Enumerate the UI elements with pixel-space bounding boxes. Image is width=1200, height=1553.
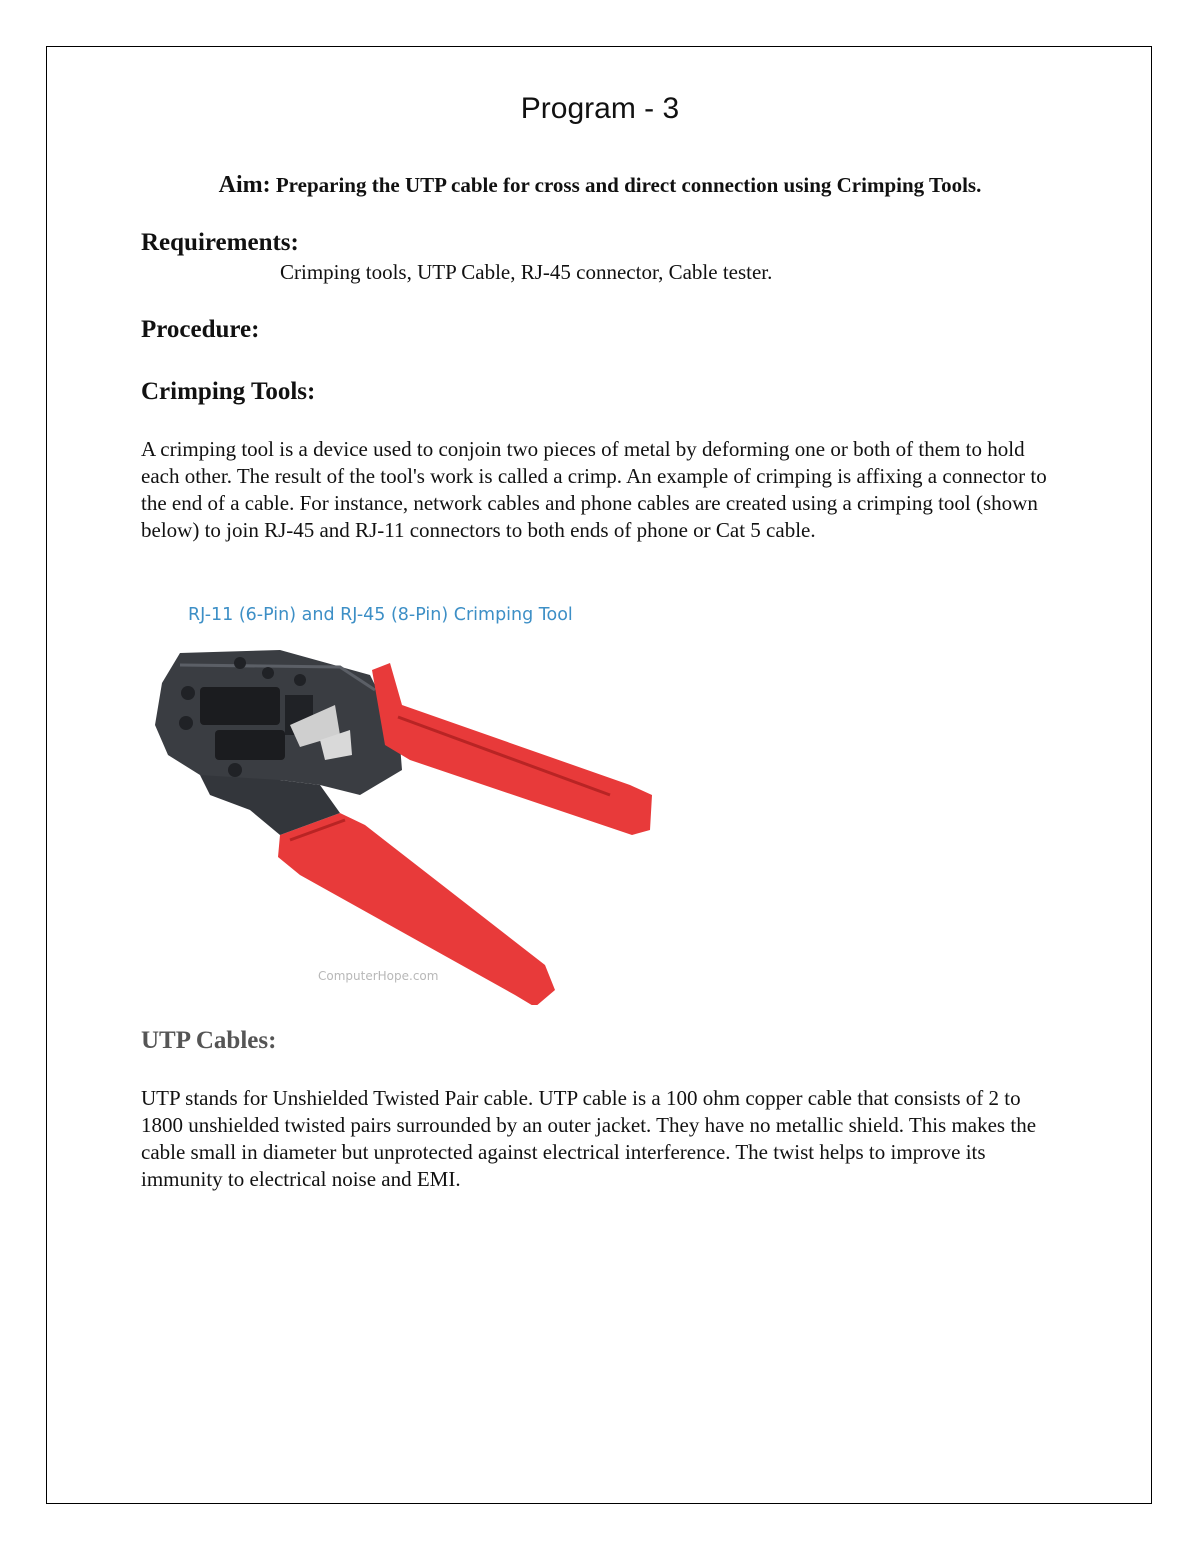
figure-caption: RJ-11 (6-Pin) and RJ-45 (8-Pin) Crimping Tool [188,605,573,625]
aim-text: Preparing the UTP cable for cross and direct connection using Crimping Tools. [275,173,982,197]
procedure-heading: Procedure: [141,316,260,343]
requirements-text: Crimping tools, UTP Cable, RJ-45 connector, Cable tester. [280,260,773,284]
page-title: Program - 3 [520,92,680,125]
figure-watermark: ComputerHope.com [318,969,439,983]
requirements-heading: Requirements: [141,229,299,256]
crimping-tools-paragraph: A crimping tool is a device used to conjoin two pieces of metal by deforming one or both of them to hold each other. The result of the tool's work is called a crimp. An example of crimping is affixing a connector to the end of a cable. For instance, network cables and phone cables are created using a crimping tool (shown below) to join RJ-45 and RJ-11 connectors to both ends of phone or Cat 5 cable. [141,437,1047,542]
aim-line [0,172,1200,199]
crimping-tools-heading: Crimping Tools: [141,378,316,405]
crimping-tool-image [140,635,680,1005]
aim-label: Aim: [218,172,271,198]
crimping-tool-figure [140,595,680,1010]
utp-cables-paragraph: UTP stands for Unshielded Twisted Pair cable. UTP cable is a 100 ohm copper cable that consists of 2 to 1800 unshielded twisted pairs surrounded by an outer jacket. They have no metallic shield. This makes the cable small in diameter but unprotected against electrical interference. The twist helps to improve its immunity to electrical noise and EMI. [141,1086,1037,1191]
utp-cables-heading: UTP Cables: [141,1027,277,1054]
